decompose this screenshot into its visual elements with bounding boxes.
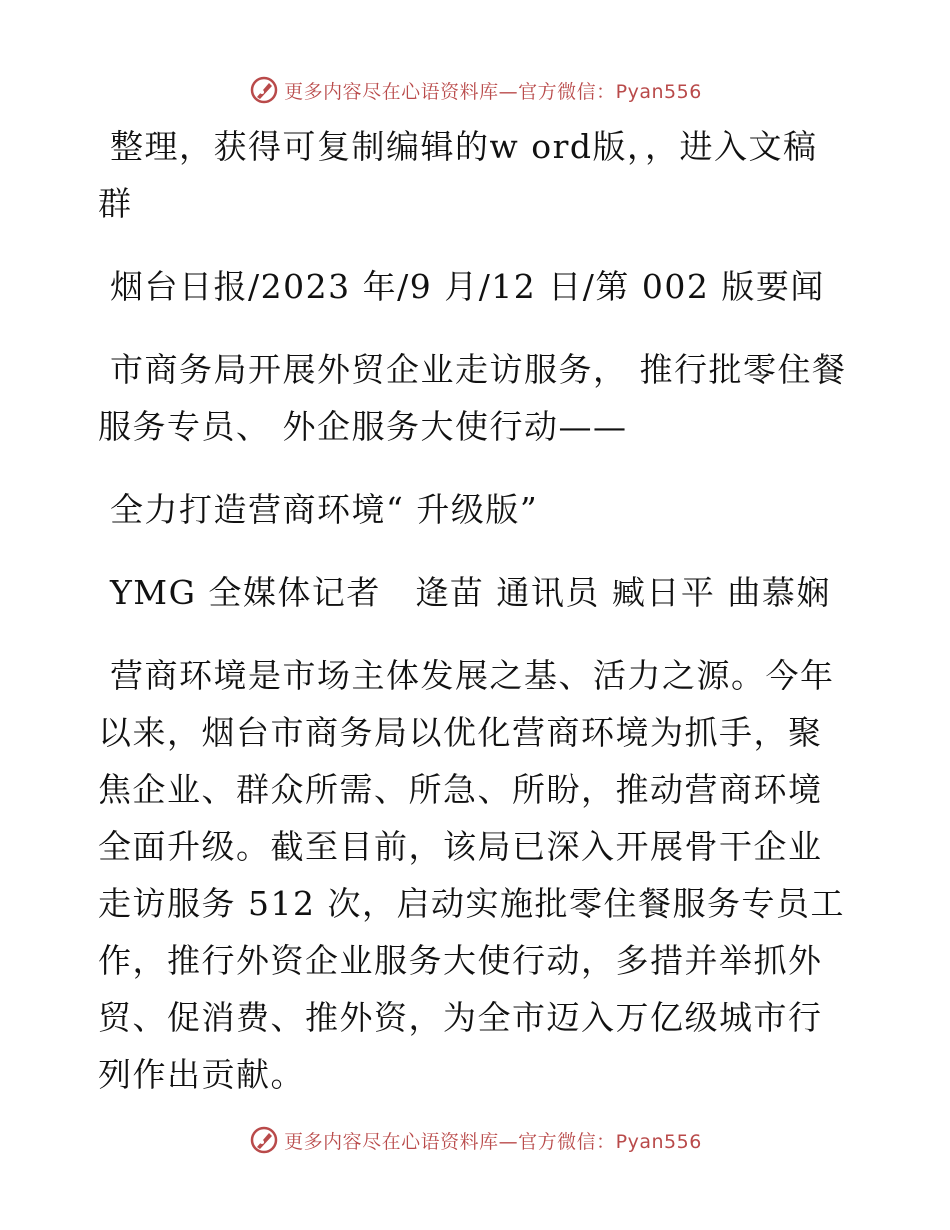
document-body [98,118,850,1129]
watermark-text: 更多内容尽在心语资料库—官方微信：Pyan556 [284,80,702,103]
watermark-text: 更多内容尽在心语资料库—官方微信：Pyan556 [284,1130,702,1153]
article-title: 全力打造营商环境“ 升级版” [110,490,539,529]
intro-note: 整理，获得可复制编辑的w ord版，，进入文稿群 [98,127,818,223]
body-paragraph: 营商环境是市场主体发展之基、活力之源。今年以来，烟台市商务局以优化营商环境为抓手，聚焦企业、群众所需、所急、所盼，推动营商环境全面升级。截至目前，该局已深入开展骨干企业走访服务 512 次，启动实施批零住餐服务专员工作，推行外资企业服务大使行动，多措并举抓外贸、促消费、推外资，为全市迈入万亿级城市行列作出贡献。 [98,656,845,1094]
pen-circle-logo-icon [248,1124,280,1156]
source-line: 烟台日报/2023 年/9 月/12 日/第 002 版要闻 [110,267,825,306]
byline: YMG 全媒体记者 逄苗 通讯员 臧日平 曲慕娴 [110,573,831,612]
pen-circle-logo-icon [248,74,280,106]
header-watermark [0,68,950,112]
article-subtitle: 市商务局开展外贸企业走访服务， 推行批零住餐服务专员、 外企服务大使行动—— [98,350,847,446]
footer-watermark [0,1118,950,1162]
